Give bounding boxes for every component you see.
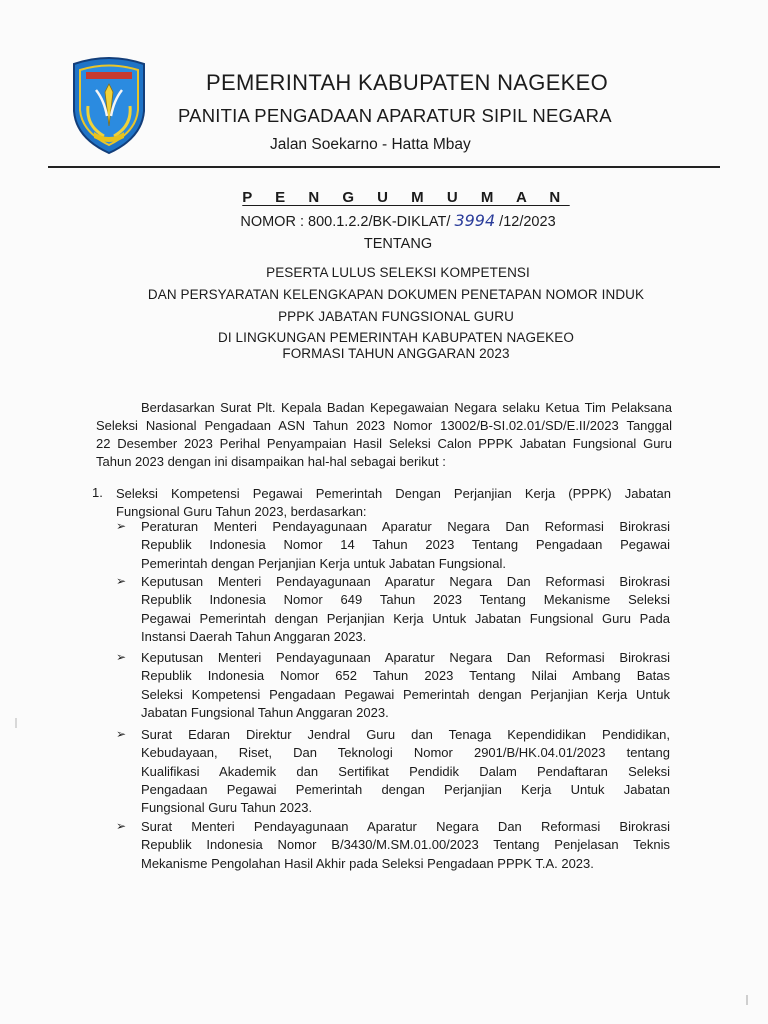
number-prefix: NOMOR : 800.1.2.2/BK-DIKLAT/ [240,214,455,230]
bullet-arrow-icon: ➢ [116,727,127,741]
legal-basis-line: Jabatan Fungsional Tahun Anggaran 2023. [141,704,389,720]
legal-basis-item [141,726,670,817]
item-line: Fungsional Guru Tahun 2023, berdasarkan: [116,504,367,519]
announcement-title: P E N G U M U M A N [242,189,570,206]
letterhead-divider [48,166,720,168]
bullet-arrow-icon: ➢ [116,650,127,664]
legal-basis-line: Pegawai Pemerintah dengan Perjanjian Kerja Untuk Jabatan Fungsional Guru Pada [141,610,670,626]
legal-basis-line: Pengadaan Pegawai Pemerintah dengan Perjanjian Kerja Untuk Jabatan [141,781,670,797]
item-line: Seleksi Kompetensi Pegawai Pemerintah Dengan Perjanjian Kerja (PPPK) Jabatan [116,486,671,501]
legal-basis-line: Republik Indonesia Nomor 649 Tahun 2023 Tentang Mekanisme Seleksi [141,592,670,608]
legal-basis-line: Kebudayaan, Riset, Dan Teknologi Nomor 2901/B/HK.04.01/2023 tentang [141,745,670,761]
intro-paragraph [96,399,672,471]
announcement-number [0,211,768,230]
legal-basis-line: Kualifikasi Akademik dan Sertifikat Pendidik Dalam Pendaftaran Seleksi [141,763,670,779]
subject-line: PESERTA LULUS SELEKSI KOMPETENSI [266,265,530,280]
handwritten-number: 3994 [454,211,496,230]
legal-basis-item [141,649,670,722]
legal-basis-line: Surat Menteri Pendayagunaan Aparatur Negara Dan Reformasi Birokrasi [141,819,670,834]
legal-basis-line: Fungsional Guru Tahun 2023. [141,800,313,816]
legal-basis-line: Republik Indonesia Nomor 14 Tahun 2023 Tentang Pengadaan Pegawai [141,537,670,553]
subject-line: FORMASI TAHUN ANGGARAN 2023 [282,346,510,361]
legal-basis-line: Republik Indonesia Nomor B/3430/M.SM.01.00/2023 Tentang Penjelasan Teknis [141,837,670,853]
subject-line: PPPK JABATAN FUNGSIONAL GURU [278,309,514,324]
intro-line: Seleksi Nasional Pengadaan ASN Tahun 2023 Nomor 13002/B-SI.02.01/SD/E.II/2023 Tanggal [96,418,672,433]
nagekeo-regency-crest-icon [64,56,154,156]
bullet-arrow-icon: ➢ [116,519,127,533]
legal-basis-line: Pemerintah dengan Perjanjian Kerja untuk Jabatan Fungsional. [141,555,506,571]
bullet-arrow-icon: ➢ [116,819,127,833]
legal-basis-line: Instansi Daerah Tahun Anggaran 2023. [141,628,367,644]
bullet-arrow-icon: ➢ [116,574,127,588]
address: Jalan Soekarno - Hatta Mbay [270,136,471,153]
legal-basis-item [141,518,670,573]
scan-mark [15,718,17,728]
item-text [116,485,671,521]
legal-basis-item [141,573,670,646]
item-number: 1. [92,485,103,500]
legal-basis-line: Keputusan Menteri Pendayagunaan Aparatur Negara Dan Reformasi Birokrasi [141,574,670,589]
legal-basis-line: Republik Indonesia Nomor 652 Tahun 2023 Tentang Nilai Ambang Batas [141,668,670,684]
tentang-heading: TENTANG [363,236,433,252]
subject-line: DAN PERSYARATAN KELENGKAPAN DOKUMEN PENETAPAN NOMOR INDUK [147,287,645,302]
legal-basis-line: Mekanisme Pengolahan Hasil Akhir pada Seleksi Pengadaan PPPK T.A. 2023. [141,855,594,871]
committee-name: PANITIA PENGADAAN APARATUR SIPIL NEGARA [178,105,612,126]
legal-basis-line: Seleksi Kompetensi Pengadaan Pegawai Pemerintah dengan Perjanjian Kerja Untuk [141,686,670,702]
legal-basis-line: Peraturan Menteri Pendayagunaan Aparatur Negara Dan Reformasi Birokrasi [141,519,670,534]
scan-mark [746,995,748,1005]
legal-basis-line: Keputusan Menteri Pendayagunaan Aparatur Negara Dan Reformasi Birokrasi [141,650,670,665]
legal-basis-item [141,818,670,873]
government-name: PEMERINTAH KABUPATEN NAGEKEO [206,70,609,95]
number-suffix: /12/2023 [495,214,556,230]
subject-line: DI LINGKUNGAN PEMERINTAH KABUPATEN NAGEKEO [217,330,574,345]
intro-line: Berdasarkan Surat Plt. Kepala Badan Kepegawaian Negara selaku Ketua Tim Pelaksana [141,400,672,415]
intro-line: 22 Desember 2023 Perihal Penyampaian Hasil Seleksi Calon PPPK Jabatan Fungsional Guru [96,436,672,451]
legal-basis-line: Surat Edaran Direktur Jendral Guru dan Tenaga Kependidikan Pendidikan, [141,727,670,742]
intro-line: Tahun 2023 dengan ini disampaikan hal-hal sebagai berikut : [96,454,446,469]
